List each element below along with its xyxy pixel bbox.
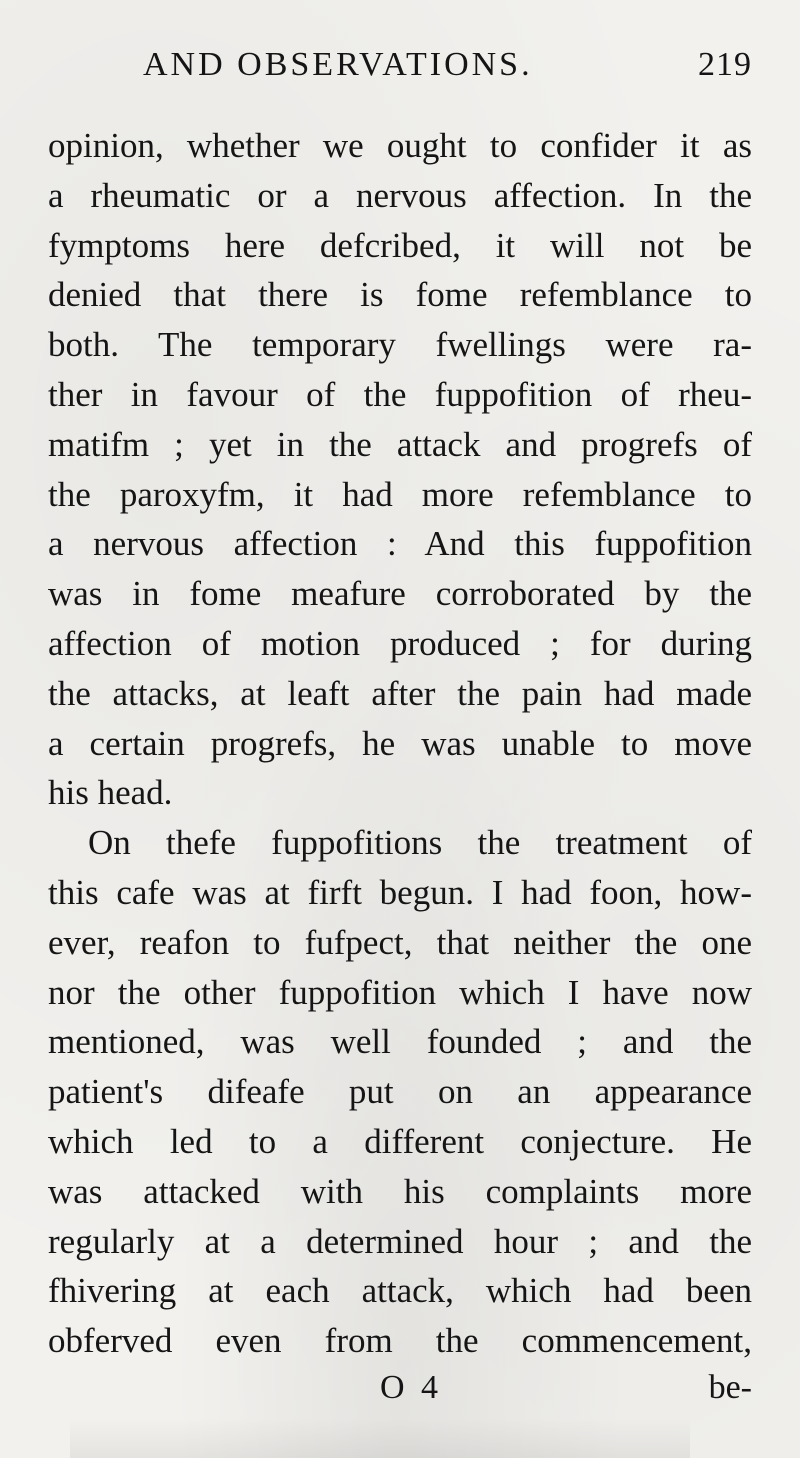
body-text	[48, 121, 752, 1366]
text-line: the attacks, at leaft after the pain had made	[48, 673, 752, 713]
page-footer	[48, 1363, 752, 1413]
text-line: this cafe was at firft begun. I had foon, how-	[48, 872, 752, 912]
text-line: fhivering at each attack, which had been	[48, 1271, 752, 1311]
text-line: regularly at a determined hour ; and the	[48, 1221, 752, 1261]
text-line: denied that there is fome refemblance to	[48, 275, 752, 315]
text-line: a nervous affection : And this fuppofition	[48, 524, 752, 564]
text-line: fymptoms here defcribed, it will not be	[48, 225, 752, 265]
text-line: a rheumatic or a nervous affection. In the	[48, 175, 752, 215]
text-line: a certain progrefs, he was unable to move	[48, 723, 752, 763]
catchword: be-	[708, 1369, 752, 1406]
text-line: the paroxyfm, it had more refemblance to	[48, 474, 752, 514]
running-head	[48, 40, 752, 90]
text-line: was in fome meafure corroborated by the	[48, 574, 752, 614]
running-title: AND OBSERVATIONS.	[143, 46, 533, 83]
text-line: ever, reafon to fufpect, that neither the one	[48, 922, 752, 962]
text-line: mentioned, was well founded ; and the	[48, 1022, 752, 1062]
text-line: opinion, whether we ought to confider it as	[48, 126, 752, 165]
text-line: his head.	[48, 773, 173, 813]
text-line: ther in favour of the fuppofition of rheu-	[48, 374, 752, 414]
show-through-shadow	[70, 1418, 690, 1458]
text-line: On thefe fuppofitions the treatment of	[88, 823, 752, 863]
text-line: affection of motion produced ; for during	[48, 623, 752, 663]
text-line: patient's difeafe put on an appearance	[48, 1072, 752, 1112]
text-line: obferved even from the commencement,	[48, 1321, 752, 1361]
text-line: matifm ; yet in the attack and progrefs of	[48, 424, 752, 464]
signature-mark: O 4	[380, 1369, 443, 1406]
text-line: both. The temporary fwellings were ra-	[48, 325, 752, 365]
text-line: was attacked with his complaints more	[48, 1171, 752, 1211]
text-line: which led to a different conjecture. He	[48, 1121, 752, 1161]
page-number: 219	[698, 46, 752, 83]
text-line: nor the other fuppofition which I have now	[48, 972, 752, 1012]
